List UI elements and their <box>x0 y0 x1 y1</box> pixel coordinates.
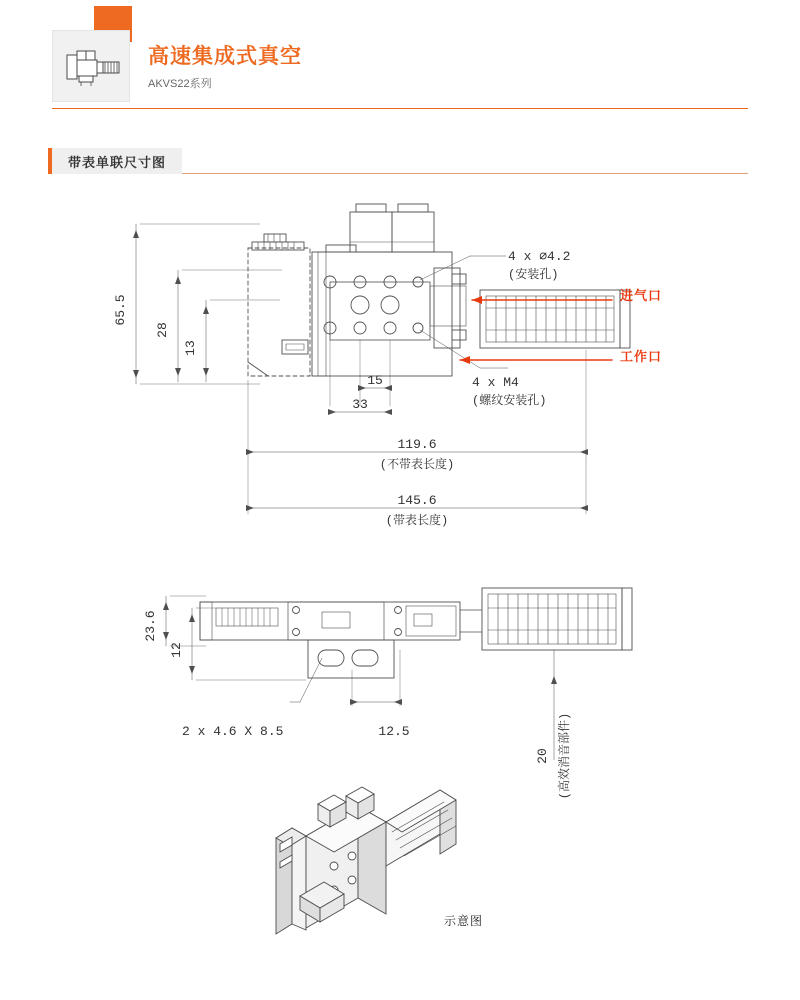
dim-15: 15 <box>367 373 383 388</box>
product-thumbnail-icon <box>52 30 130 102</box>
dim-119-6: 119.6 <box>397 437 437 452</box>
note-4xm4: 4 x M4 <box>472 375 519 390</box>
dim-20: 20 <box>535 748 550 764</box>
note-slot: 2 x 4.6 X 8.5 <box>182 724 284 739</box>
page-title: 高速集成式真空 <box>148 45 302 68</box>
illustration-caption: 示意图 <box>444 914 484 928</box>
dim-12-5: 12.5 <box>378 724 410 739</box>
dim-23-6: 23.6 <box>143 610 158 642</box>
page-header <box>0 0 800 120</box>
dim-119-6-note: (不带表长度) <box>379 458 455 472</box>
note-4x42-sub: (安装孔) <box>508 268 559 282</box>
note-4x42: 4 x ⌀4.2 <box>508 249 571 264</box>
dimension-drawing <box>0 190 800 980</box>
note-silencer: (高效消音部件) <box>558 712 572 800</box>
dim-145-6-note: (带表长度) <box>385 514 449 528</box>
dim-145-6: 145.6 <box>397 493 437 508</box>
dim-65-5: 65.5 <box>113 294 128 326</box>
product-series: AKVS22系列 <box>148 78 212 90</box>
section-header <box>48 148 748 174</box>
note-4xm4-sub: (螺纹安装孔) <box>472 394 547 408</box>
dim-13: 13 <box>183 340 198 356</box>
dim-33: 33 <box>352 397 368 412</box>
section-title: 带表单联尺寸图 <box>48 148 182 174</box>
title-block <box>148 44 302 91</box>
header-divider <box>52 108 748 109</box>
callout-work-port: 工作口 <box>620 349 663 364</box>
dim-12: 12 <box>169 642 184 658</box>
dim-28: 28 <box>155 322 170 338</box>
callout-intake-port: 进气口 <box>620 288 663 303</box>
